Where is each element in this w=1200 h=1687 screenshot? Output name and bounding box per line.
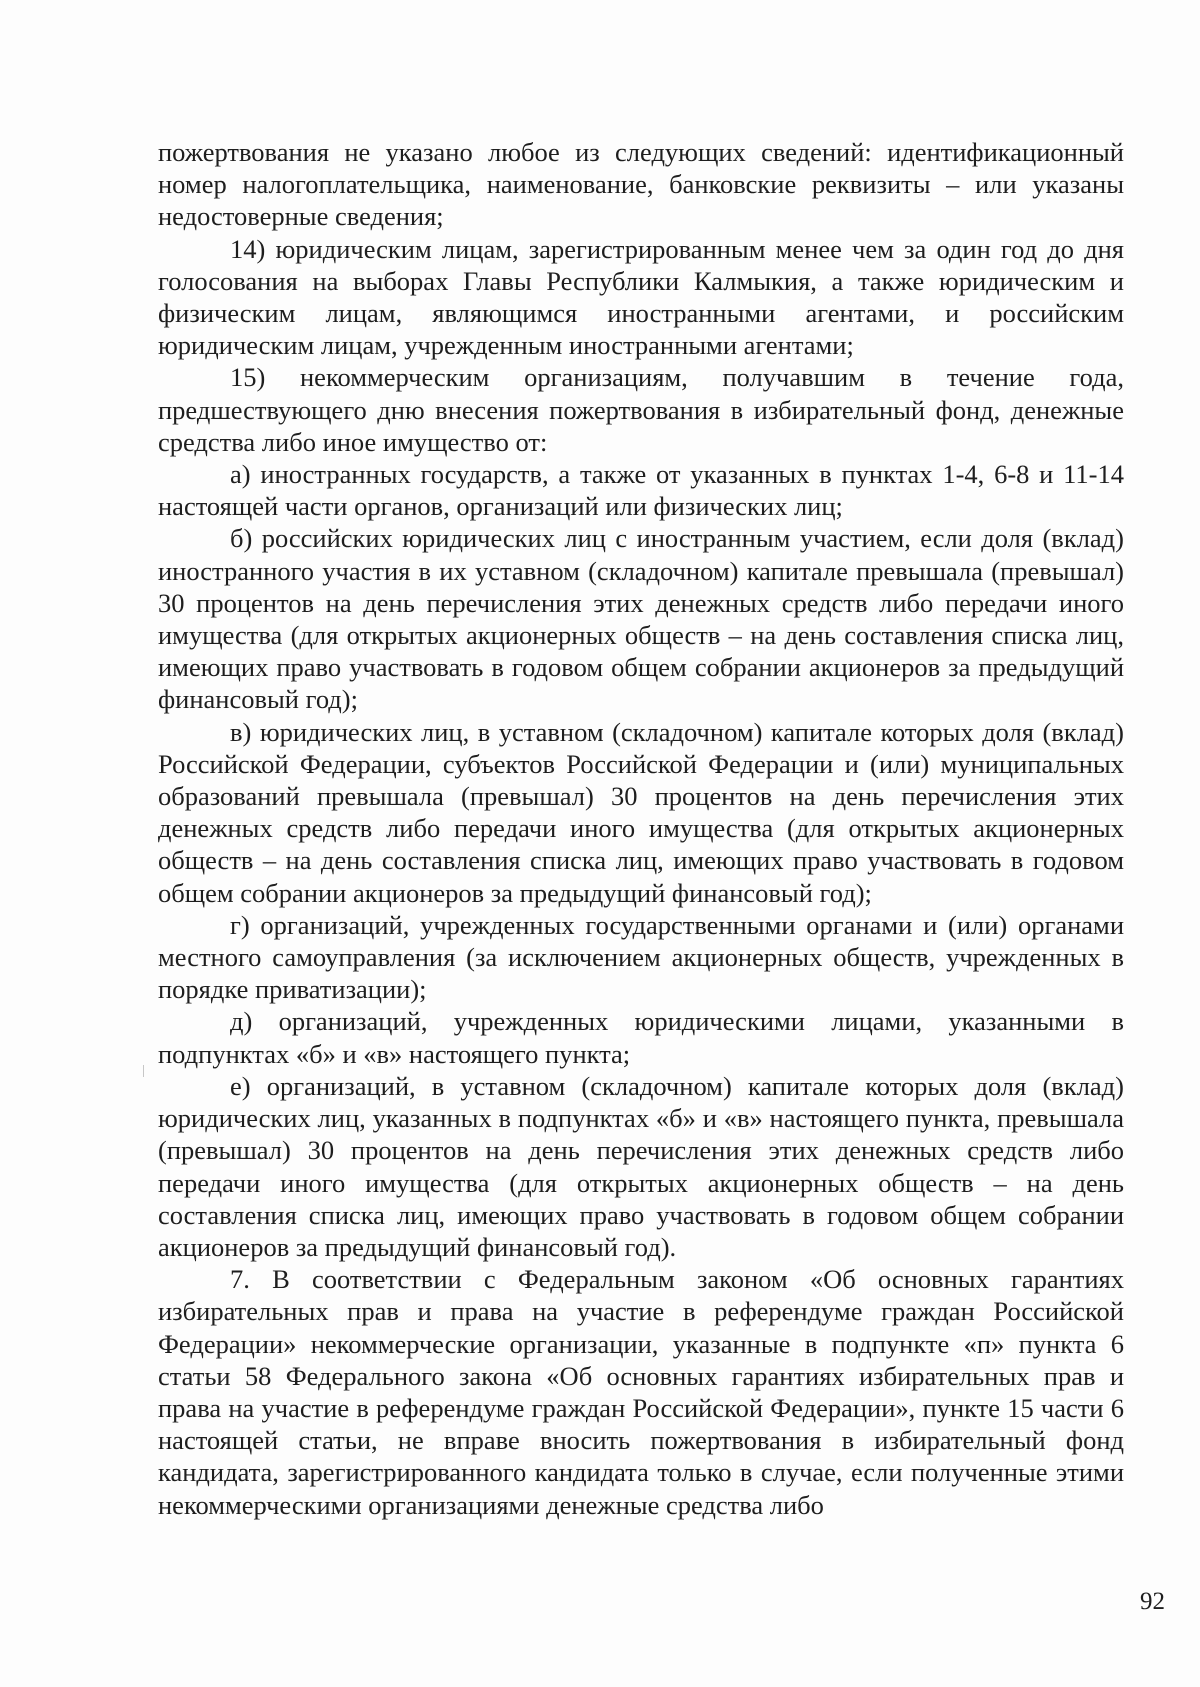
paragraph-item-15: 15) некоммерческим организациям, получавшим в течение года, предшествующего дню внесения пожертвования в избирательный фонд, денежные средства либо иное имущество от: <box>158 362 1124 457</box>
page-number: 92 <box>1140 1588 1165 1615</box>
paragraph-subitem-g: г) организаций, учрежденных государственными органами и (или) органами местного самоуправления (за исключением акционерных обществ, учрежденных в порядке приватизации); <box>158 909 1124 1005</box>
document-body <box>158 136 1124 1521</box>
paragraph-continuation: пожертвования не указано любое из следующих сведений: идентификационный номер налогоплательщика, наименование, банковские реквизиты – или указаны недостоверные сведения; <box>158 137 1124 232</box>
paragraph-subitem-b: б) российских юридических лиц с иностранным участием, если доля (вклад) иностранного участия в их уставном (складочном) капитале превышала (превышал) 30 процентов на день перечисления этих денежных средств либо передачи иного имущества (для открытых акционерных обществ – на день составления списка лиц, имеющих право участвовать в годовом общем собрании акционеров за предыдущий финансовый год); <box>158 523 1124 715</box>
scan-artifact-mark <box>143 1065 144 1077</box>
paragraph-subitem-d: д) организаций, учрежденных юридическими лицами, указанными в подпунктах «б» и «в» настоящего пункта; <box>158 1006 1124 1069</box>
paragraph-item-14: 14) юридическим лицам, зарегистрированным менее чем за один год до дня голосования на выборах Главы Республики Калмыкия, а также юридическим и физическим лицам, являющимся иностранными агентами, и российским юридическим лицам, учрежденным иностранными агентами; <box>158 233 1124 361</box>
paragraph-subitem-a: а) иностранных государств, а также от указанных в пунктах 1-4, 6-8 и 11-14 настоящей части органов, организаций или физических лиц; <box>158 459 1124 522</box>
paragraph-section-7: 7. В соответствии с Федеральным законом «Об основных гарантиях избирательных прав и права на участие в референдуме граждан Российской Федерации» некоммерческие организации, указанные в подпункте «п» пункта 6 статьи 58 Федерального закона «Об основных гарантиях избирательных прав и права на участие в референдуме граждан Российской Федерации», пункте 15 части 6 настоящей статьи, не вправе вносить пожертвования в избирательный фонд кандидата, зарегистрированного кандидата только в случае, если полученные этими некоммерческими организациями денежные средства либо <box>158 1264 1124 1520</box>
paragraph-subitem-v: в) юридических лиц, в уставном (складочном) капитале которых доля (вклад) Российской Федерации, субъектов Российской Федерации и (или) муниципальных образований превышала (превышал) 30 процентов на день перечисления этих денежных средств либо передачи иного имущества (для открытых акционерных обществ – на день составления списка лиц, имеющих право участвовать в годовом общем собрании акционеров за предыдущий финансовый год); <box>158 716 1124 908</box>
paragraph-subitem-e: е) организаций, в уставном (складочном) капитале которых доля (вклад) юридических лиц, указанных в подпунктах «б» и «в» настоящего пункта, превышала (превышал) 30 процентов на день перечисления этих денежных средств либо передачи иного имущества (для открытых акционерных обществ – на день составления списка лиц, имеющих право участвовать в годовом общем собрании акционеров за предыдущий финансовый год). <box>158 1070 1124 1262</box>
